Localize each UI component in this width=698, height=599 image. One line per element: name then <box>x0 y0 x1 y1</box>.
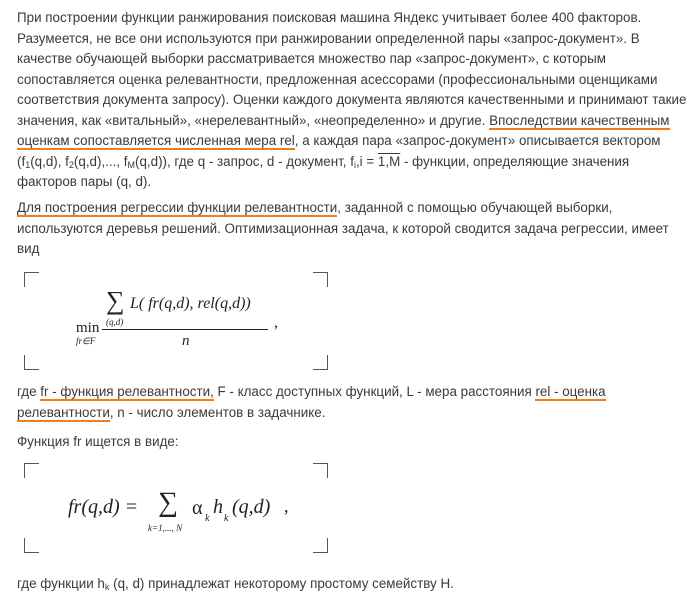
range-overline: 1,M <box>377 153 401 169</box>
sum-symbol: ∑ <box>158 487 178 518</box>
numerator: L( fr(q,d), rel(q,d)) <box>130 295 251 312</box>
sum-subscript: k=1,..., N <box>148 523 183 533</box>
formula-fr-sum <box>24 463 328 553</box>
alpha-symbol: α <box>192 497 203 519</box>
formula-comma: , <box>284 496 289 516</box>
intro-text: При построении функции ранжирования поисковая машина Яндекс учитывает более 400 факторов. Разумеется, не все они используются при ранжировании определенной пары «запрос-документ». В качестве обучающей выборки рассматривается множество пар «запрос-документ», с которым сопоставляется оценка релевантности, предложенная асессорами (профессиональными оценщиками соответствия документа запросу). Оценки каждого документа являются качественными и принимают такие значения, как «витальный», «нерелевантный», «неопределенно» и другие. <box>17 10 687 128</box>
paragraph-fr-form: Функция fr ищется в виде: <box>17 434 179 449</box>
h-subscript: k <box>224 513 229 524</box>
paragraph-regression: Для построения регрессии функции релевантности, заданной с помощью обучающей выборки, используются деревья решений. Оптимизационная задача, к которой сводится задача регрессии, имеет вид <box>17 200 669 256</box>
denominator: n <box>182 333 190 349</box>
min-subscript: fr∈F <box>76 336 96 346</box>
paragraph-definitions: где fr - функция релевантности, F - класс доступных функций, L - мера расстояния rel - оценка релевантности, n - число элементов в задачнике. <box>17 384 606 420</box>
highlight-fr-definition: fr - функция релевантности, <box>40 384 214 399</box>
paragraph-ranking-factors: При построении функции ранжирования поисковая машина Яндекс учитывает более 400 факторов. Разумеется, не все они используются при ранжировании определенной пары «запрос-документ». В качестве обучающей выборки рассматривается множество пар «запрос-документ», с которым сопоставляется оценка релевантности, предложенная асессорами (профессиональными оценщиками соответствия документа запросу). Оценки каждого документа являются качественными и принимают такие значения, как «витальный», «нерелевантный», «неопределенно» и другие. Впоследствии качественным оценкам сопоставляется численная мера rel, а каждая пара «запрос-документ» описывается вектором ($f_1(q,d)$, $f_2(q,d)$,..., $f_M(q,d)$), где q - запрос, d - документ, $f_i,i = 1,M$ - функции, определяющие значения факторов пары (q, d). <box>17 10 687 189</box>
fraction-bar <box>102 329 268 330</box>
formula-optimization <box>24 272 328 370</box>
h-symbol: h <box>213 496 223 518</box>
fr-lhs: fr(q,d) = <box>68 496 139 518</box>
min-operator: min <box>76 320 100 336</box>
highlight-regression: Для построения регрессии функции релевантности <box>17 200 338 215</box>
alpha-subscript: k <box>205 513 210 524</box>
paragraph-h-family: где функции $h_k$ (q, d) принадлежат некоторому простому семейству H. <box>17 576 454 592</box>
sum-symbol: ∑ <box>106 286 125 315</box>
highlight-rel-measure: Впоследствии качественным оценкам сопоставляется численная мера rel <box>17 112 670 148</box>
sum-subscript: (q,d) <box>106 317 124 327</box>
highlight-rel-definition: rel - оценка релевантности <box>17 384 606 420</box>
h-args: (q,d) <box>232 496 271 518</box>
formula-comma: , <box>274 314 278 331</box>
